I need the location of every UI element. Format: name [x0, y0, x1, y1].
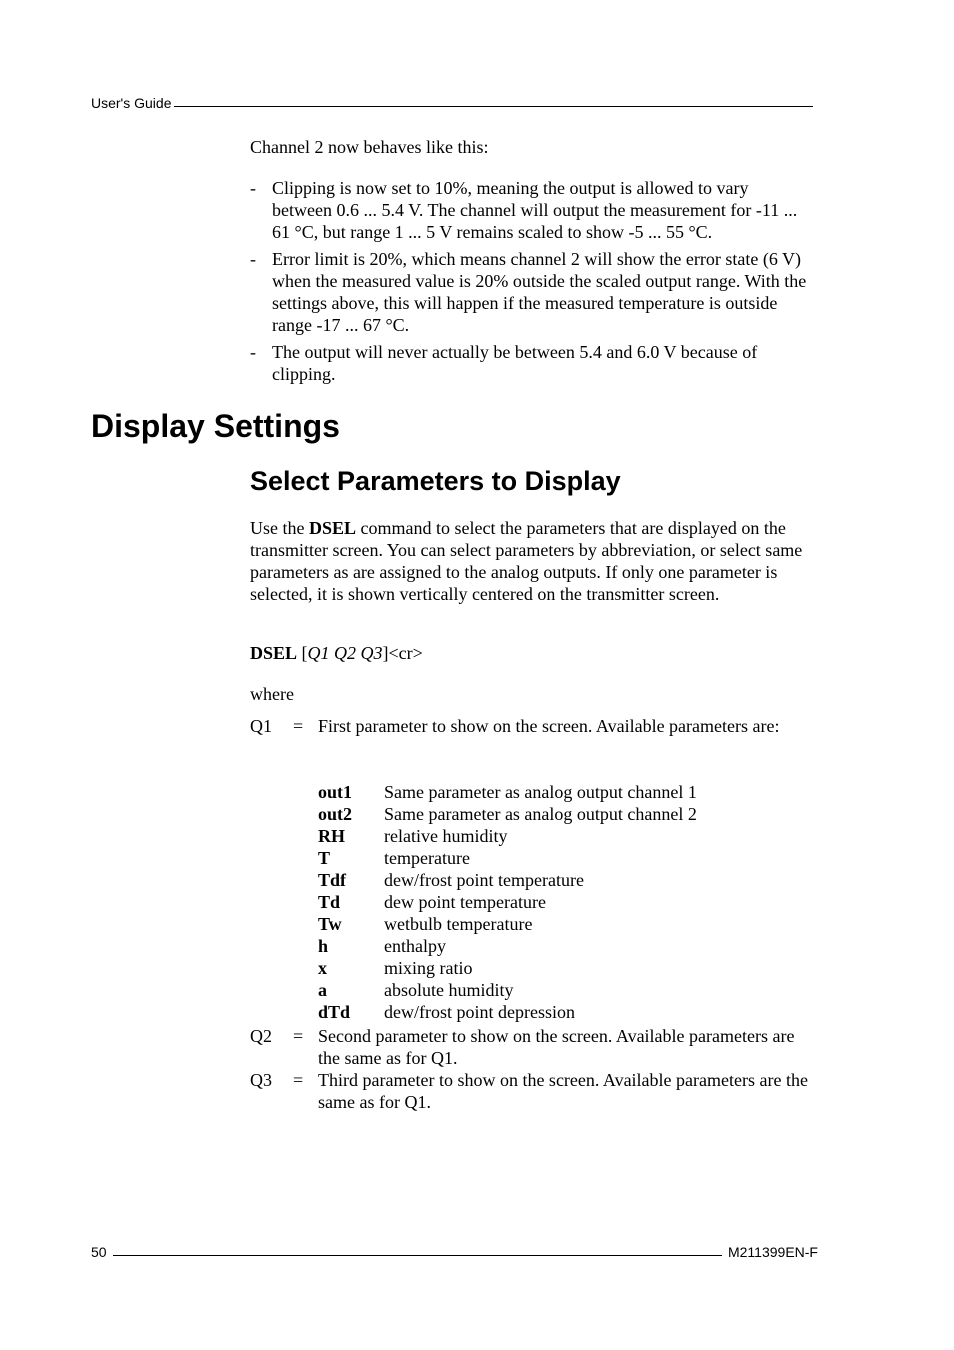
description-suffix: command to select the parameters that are displayed on the transmitter screen. You can select parameters by abbreviation, or select same parameters as are assigned to the analog outputs. If only one parameter is selected, it is shown vertically centered on the transmitter screen. [250, 518, 803, 604]
list-item [318, 825, 697, 847]
syntax-open: [ [297, 643, 308, 663]
parameter-code: a [318, 980, 327, 1000]
syntax-command: DSEL [250, 643, 298, 663]
q1-name: Q1 [250, 716, 272, 736]
section-title: Display Settings [91, 408, 340, 444]
parameter-code: h [318, 936, 329, 956]
parameter-code: T [318, 848, 331, 868]
list-item [250, 177, 810, 243]
bullet-dash: - [250, 342, 256, 362]
parameter-description: wetbulb temperature [384, 914, 533, 934]
list-item [250, 341, 810, 385]
page-header [91, 91, 813, 111]
q2-equals: = [293, 1026, 304, 1046]
list-item [318, 869, 697, 891]
list-item [318, 891, 697, 913]
header-title: User's Guide [91, 95, 172, 111]
bullet-text: The output will never actually be between 5.4 and 6.0 V because of clipping. [272, 342, 758, 384]
list-item [318, 1001, 697, 1023]
q3-description: Third parameter to show on the screen. Available parameters are the same as for Q1. [318, 1070, 808, 1112]
parameter-description: enthalpy [384, 936, 446, 956]
q1-definition [250, 715, 810, 737]
bullet-text: Clipping is now set to 10%, meaning the output is allowed to vary between 0.6 ... 5.4 V. The channel will output the measurement for -11 ... 61 °C, but range 1 ... 5 V remains scaled to show -5 ... 55 °C. [272, 178, 798, 242]
q2-description: Second parameter to show on the screen. Available parameters are the same as for Q1. [318, 1026, 795, 1068]
bullet-text: Error limit is 20%, which means channel 2 will show the error state (6 V) when the measured value is 20% outside the scaled output range. With the settings above, this will happen if the measured temperature is outside range -17 ... 67 °C. [272, 249, 807, 335]
parameter-description: Same parameter as analog output channel 2 [384, 804, 697, 824]
parameter-code: dTd [318, 1002, 351, 1022]
list-item [250, 248, 810, 336]
subsection-title: Select Parameters to Display [250, 466, 621, 496]
parameter-description: dew/frost point temperature [384, 870, 584, 890]
parameter-code: out2 [318, 804, 353, 824]
parameter-code: out1 [318, 782, 353, 802]
parameter-code: Td [318, 892, 341, 912]
description-command: DSEL [308, 518, 357, 538]
bullet-list [250, 177, 810, 390]
q1-equals: = [293, 716, 304, 736]
parameter-code: RH [318, 826, 345, 846]
page-number: 50 [91, 1244, 107, 1260]
footer-rule [113, 1255, 722, 1256]
list-item [318, 803, 697, 825]
q1-description: First parameter to show on the screen. Available parameters are: [318, 716, 780, 736]
parameter-code: x [318, 958, 327, 978]
parameter-description: mixing ratio [384, 958, 473, 978]
q3-name: Q3 [250, 1070, 272, 1090]
q2-name: Q2 [250, 1026, 272, 1046]
list-item [318, 957, 697, 979]
description-paragraph [250, 517, 815, 605]
list-item [318, 935, 697, 957]
list-item [318, 979, 697, 1001]
parameter-description: absolute humidity [384, 980, 514, 1000]
list-item [318, 913, 697, 935]
q2-definition [250, 1025, 810, 1069]
page-footer [91, 1240, 818, 1260]
q3-definition [250, 1069, 810, 1113]
document-code: M211399EN-F [727, 1244, 818, 1260]
syntax-args: Q1 Q2 Q3 [307, 643, 383, 663]
parameter-description: relative humidity [384, 826, 508, 846]
bullet-dash: - [250, 249, 256, 269]
bullet-dash: - [250, 178, 256, 198]
parameter-description: temperature [384, 848, 470, 868]
intro-paragraph: Channel 2 now behaves like this: [250, 137, 489, 157]
where-label: where [250, 684, 294, 704]
list-item [318, 781, 697, 803]
command-syntax [250, 642, 423, 664]
parameter-description: dew point temperature [384, 892, 546, 912]
q3-equals: = [293, 1070, 304, 1090]
parameter-description: Same parameter as analog output channel 1 [384, 782, 697, 802]
description-prefix: Use the [250, 518, 309, 538]
parameter-code: Tdf [318, 870, 347, 890]
parameter-list [318, 781, 697, 1023]
syntax-close: ]<cr> [382, 643, 423, 663]
list-item [318, 847, 697, 869]
parameter-code: Tw [318, 914, 342, 934]
header-rule [174, 106, 813, 107]
parameter-description: dew/frost point depression [384, 1002, 575, 1022]
